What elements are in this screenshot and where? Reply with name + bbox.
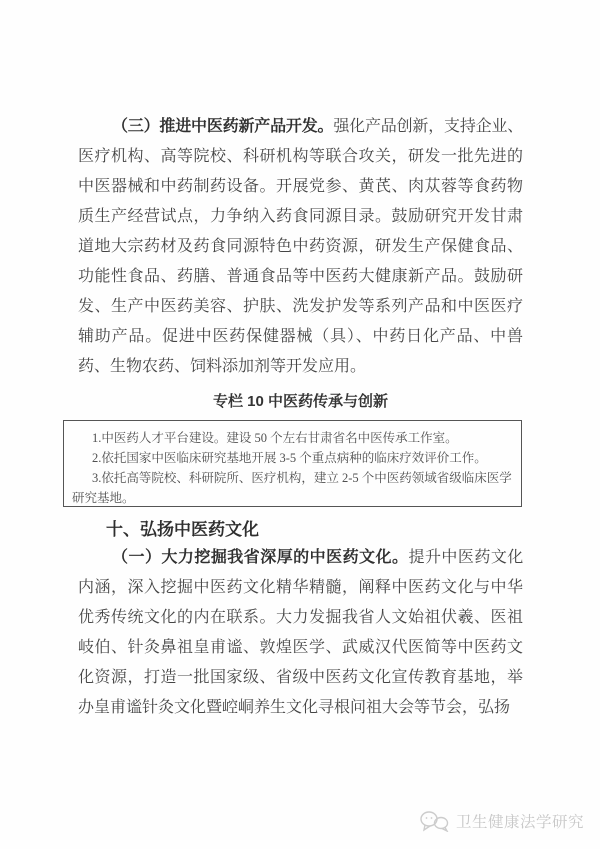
callout-box-body	[72, 428, 513, 508]
paragraph-1-body	[78, 142, 523, 382]
callout-box	[63, 420, 522, 507]
text-line: 2.依托国家中医临床研究基地开展 3-5 个重点病种的临床疗效评价工作。	[92, 451, 487, 465]
paragraph-2-lead: （一）大力挖掘我省深厚的中医药文化。	[112, 549, 409, 566]
paragraph-1-first-rest: 强化产品创新，支持企业、	[333, 118, 523, 135]
watermark-text: 卫生健康法学研究	[455, 814, 584, 831]
chat-bubbles-icon	[420, 810, 450, 832]
watermark	[420, 810, 584, 832]
paragraph-2-body	[78, 573, 523, 723]
text-line: 功能性食品、药膳、普通食品等中医药大健康新产品。鼓励研	[78, 268, 523, 285]
text-line: 道地大宗药材及药食同源特色中药资源，研发生产保健食品、	[78, 238, 523, 255]
text-line: 优秀传统文化的内在联系。大力发掘我省人文始祖伏羲、医祖	[78, 609, 523, 626]
paragraph-1-lead: （三）推进中医药新产品开发。	[112, 118, 334, 135]
paragraph-2	[78, 543, 523, 723]
text-line: 中医器械和中药制药设备。开展党参、黄芪、肉苁蓉等食药物	[78, 178, 523, 195]
text-line: 发、生产中医药美容、护肤、洗发护发等系列产品和中医医疗	[78, 298, 523, 315]
text-line: 质生产经营试点，力争纳入药食同源目录。鼓励研究开发甘肃	[78, 208, 523, 225]
text-line: 1.中医药人才平台建设。建设 50 个左右甘肃省名中医传承工作室。	[92, 431, 458, 445]
text-line: 岐伯、针灸鼻祖皇甫谧、敦煌医学、武威汉代医简等中医药文	[78, 639, 523, 656]
text-line: 医疗机构、高等院校、科研机构等联合攻关，研发一批先进的	[78, 148, 523, 165]
callout-box-title: 专栏 10 中医药传承与创新	[212, 393, 389, 410]
text-line: 辅助产品。促进中医药保健器械（具）、中药日化产品、中兽	[78, 328, 523, 345]
text-line: 研究基地。	[72, 491, 135, 505]
section-heading: 十、弘扬中医药文化	[106, 520, 259, 539]
paragraph-2-first-line	[78, 543, 523, 573]
text-line: 药、生物农药、饲料添加剂等开发应用。	[78, 358, 367, 375]
text-line: 内涵，深入挖掘中医药文化精华精髓，阐释中医药文化与中华	[78, 579, 523, 596]
text-line: 化资源，打造一批国家级、省级中医药文化宣传教育基地，举	[78, 669, 523, 686]
text-line: 办皇甫谧针灸文化暨崆峒养生文化寻根问祖大会等节会，弘扬	[78, 699, 511, 716]
paragraph-1-first-line	[78, 112, 523, 142]
paragraph-2-first-rest: 提升中医药文化	[408, 549, 523, 566]
paragraph-1	[78, 112, 523, 382]
text-line: 3.依托高等院校、科研院所、医疗机构，建立 2-5 个中医药领域省级临床医学	[92, 471, 512, 485]
